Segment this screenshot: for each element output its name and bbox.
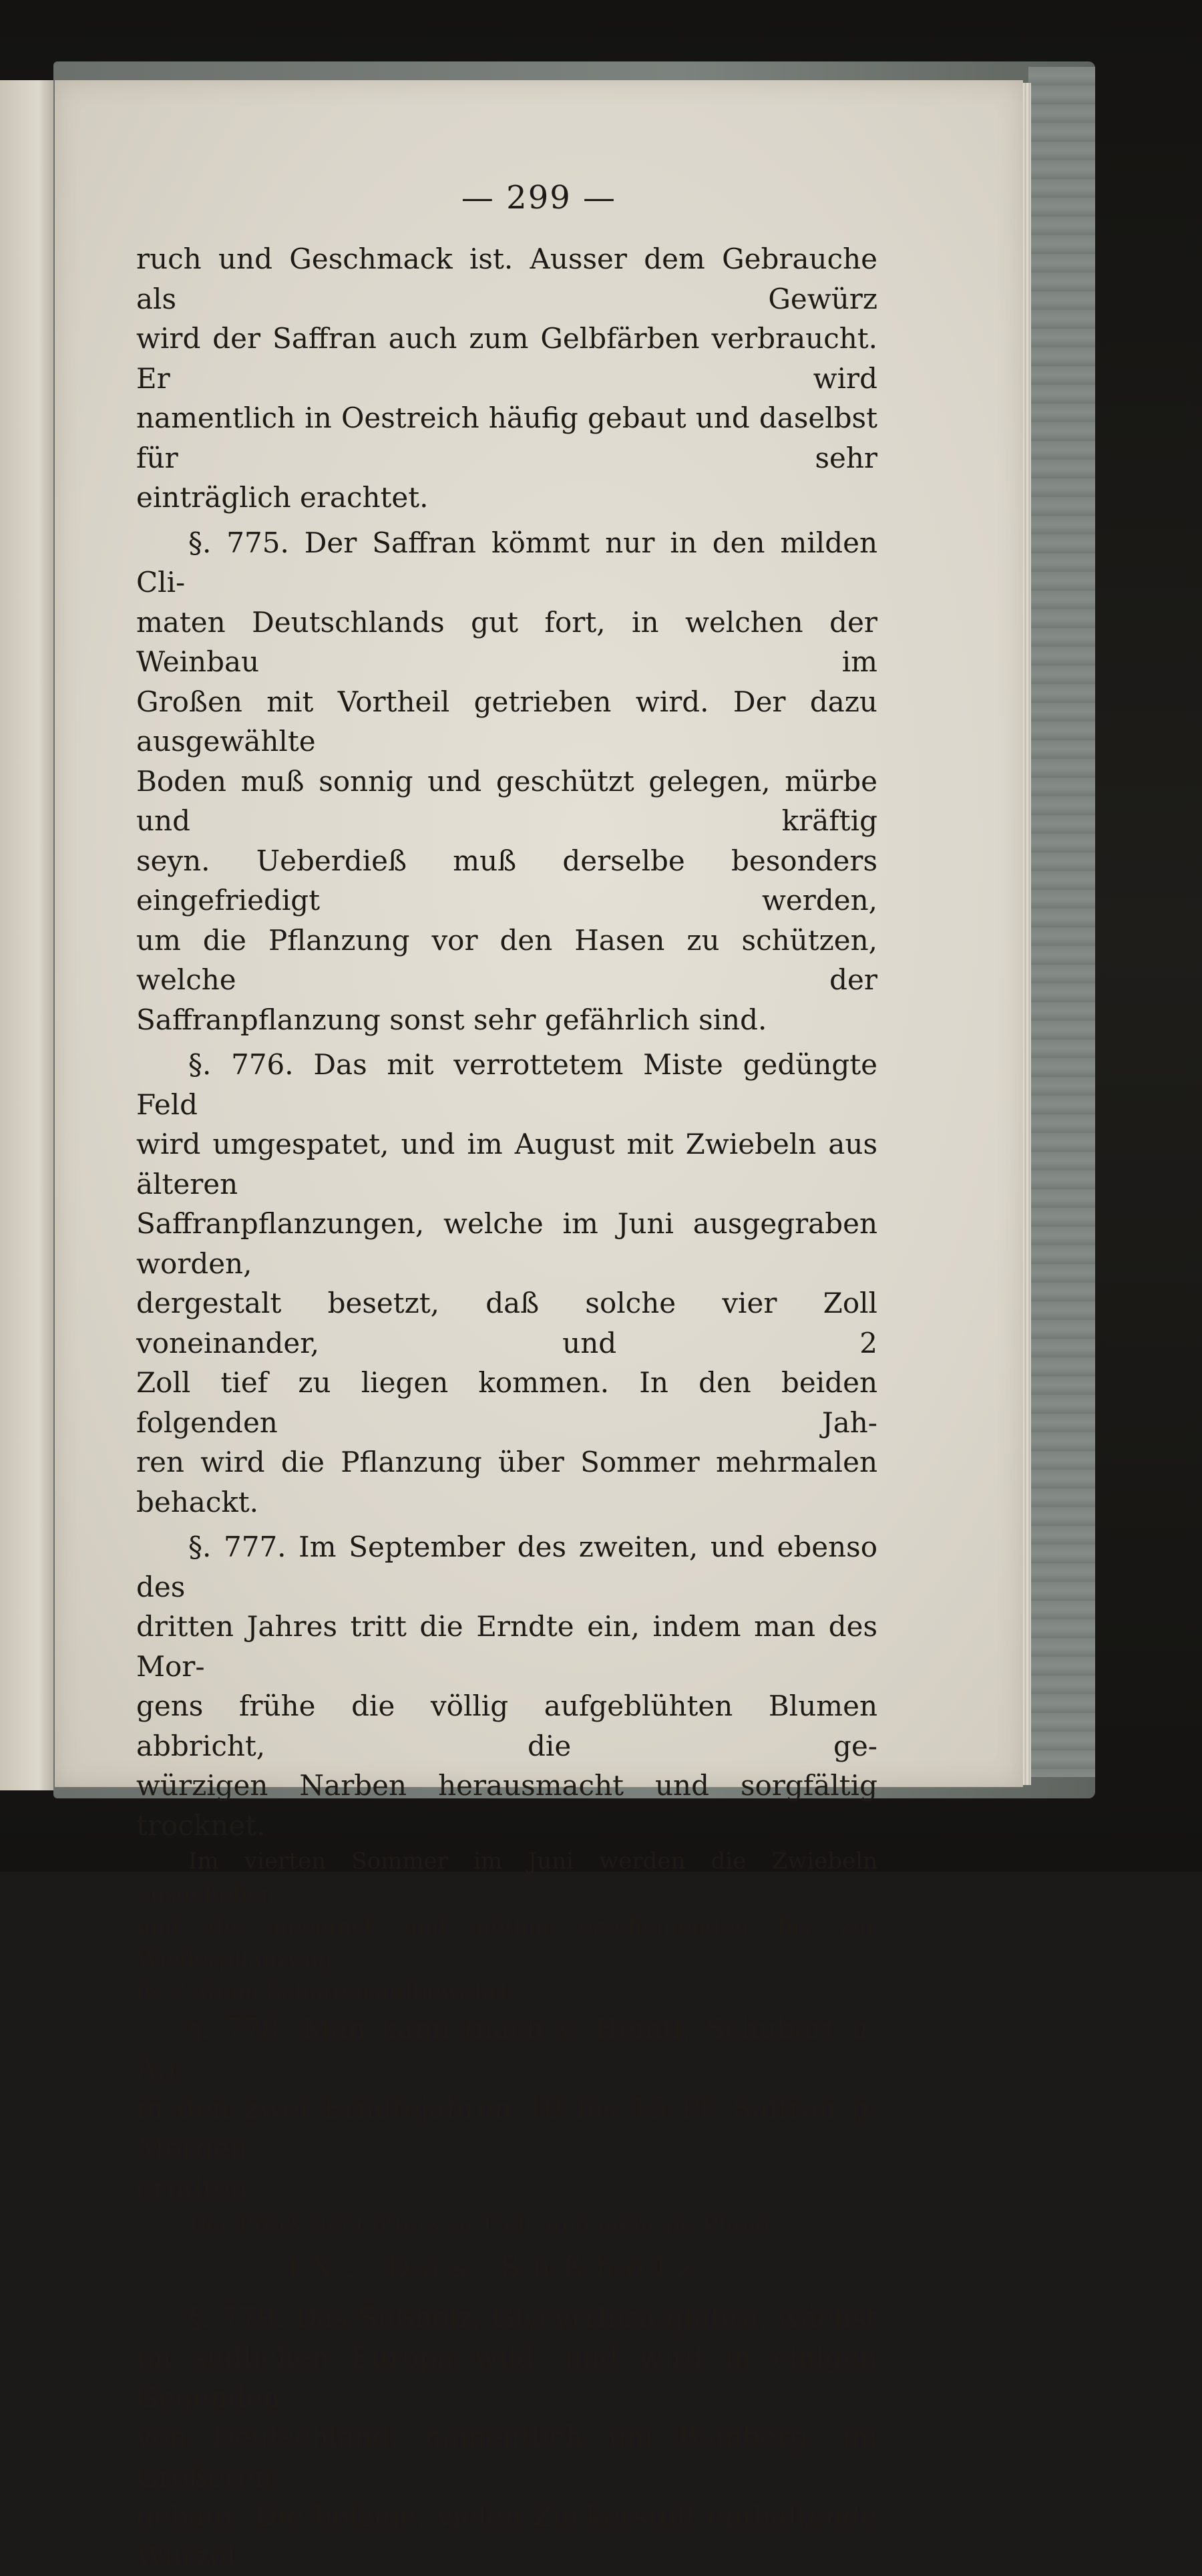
text-line: würzigen Narben herausmacht und sorgfältig trocknet. bbox=[136, 1766, 877, 1845]
text-line: §. 775. Der Saffran kömmt nur in den milden Cli- bbox=[136, 523, 877, 603]
text-line: Saffranpflanzung sonst sehr gefährlich sind. bbox=[136, 1000, 877, 1040]
note-line: (§. 776) im Schatten aufbewahrt. bbox=[136, 1976, 877, 2009]
paragraph-continuation bbox=[136, 239, 877, 518]
text-line: wird umgespatet, und im August mit Zwiebeln aus älteren bbox=[136, 1124, 877, 1204]
text-line: seyn. Ueberdieß muß derselbe besonders eingefriedigt werden, bbox=[136, 841, 877, 921]
paragraph-775 bbox=[136, 523, 877, 1040]
text-line: Zoll tief zu liegen kommen. In den beiden folgenden Jah- bbox=[136, 1363, 877, 1442]
text-line: maten Deutschlands gut fort, in welchen der Weinbau im bbox=[136, 603, 877, 682]
text-line: erndten. bbox=[136, 2168, 877, 2208]
text-line: §. 776. Das mit verrottetem Miste gedüngte Feld bbox=[136, 1045, 877, 1124]
text-line: dritten Jahres tritt die Erndte ein, indem man des Mor- bbox=[136, 1607, 877, 1686]
text-line: Saffranpflanzungen, welche im Juni ausgegraben worden, bbox=[136, 1204, 877, 1283]
text-line: Großen mit Vortheil getrieben wird. Der dazu ausgewählte bbox=[136, 682, 877, 762]
paragraph-779 bbox=[136, 2298, 877, 2576]
text-line: ruch und Geschmack ist. Ausser dem Gebrauche als Gewürz bbox=[136, 239, 877, 319]
text-line: von Deutschland, namentlich um Bamberg, im Größeren bbox=[136, 2417, 877, 2497]
text-line: Boden muß sonnig und geschützt gelegen, mürbe und kräftig bbox=[136, 762, 877, 841]
text-line: §. 779. Das Süßholz, Glycyrrhiza glabra, wächst bbox=[136, 2298, 877, 2338]
text-line: dergestalt besetzt, daß solche vier Zoll voneinander, und 2 bbox=[136, 1283, 877, 1363]
page-block-edge bbox=[1022, 83, 1031, 1785]
text-line: §. 778. Man kann (nach v. Heintl, Schubart u. A.) bbox=[136, 2009, 877, 2088]
text-line: im südlichen Europa wild, und wird in einigen Gegenden bbox=[136, 2338, 877, 2417]
note-778: Der Preiß steht öfters zu 15 fl. und mehr pr. Pfund. bbox=[136, 2208, 877, 2241]
book-page bbox=[55, 80, 1023, 1787]
text-line: §. 777. Im September des zweiten, und ebenso des bbox=[136, 1527, 877, 1607]
text-line: in den zwei Erndtejahren 10 bis 15 Pf. Saffran p. Morgen bbox=[136, 2088, 877, 2168]
paragraph-776 bbox=[136, 1045, 877, 1522]
text-line: wird der Saffran auch zum Gelbfärben verbraucht. Er wird bbox=[136, 319, 877, 398]
paragraph-778 bbox=[136, 2009, 877, 2208]
text-line: gebaut. Die holzige, vielen Zuckerstoff enthaltende Wurzel bbox=[136, 2497, 877, 2576]
text-line: um die Pflanzung vor den Hasen zu schützen, welche der bbox=[136, 921, 877, 1000]
paragraph-777 bbox=[136, 1527, 877, 1845]
page-text bbox=[136, 239, 877, 2576]
facing-page-edge bbox=[0, 80, 57, 1790]
note-777 bbox=[136, 1845, 877, 2009]
page-number: — 299 — bbox=[55, 179, 1023, 216]
note-line: und die geeignet und nöthig erscheinenden bis zur Wiederpflanzung bbox=[136, 1911, 877, 1976]
note-line: Im vierten Sommer im Juni werden die Zwiebeln ausgehoben bbox=[136, 1845, 877, 1911]
text-line: namentlich in Oestreich häufig gebaut und daselbst für sehr bbox=[136, 398, 877, 478]
text-line: einträglich erachtet. bbox=[136, 478, 877, 518]
text-line: ren wird die Pflanzung über Sommer mehrmalen behackt. bbox=[136, 1442, 877, 1522]
section-heading: IX. Das Süßholz. bbox=[136, 2247, 877, 2289]
cover-board-edge bbox=[1028, 67, 1095, 1777]
text-line: gens frühe die völlig aufgeblühten Blumen abbricht, die ge- bbox=[136, 1686, 877, 1766]
